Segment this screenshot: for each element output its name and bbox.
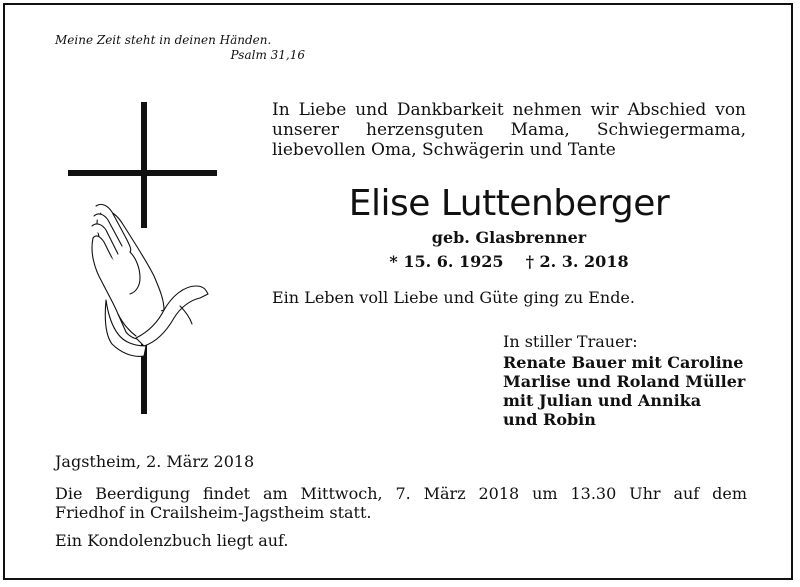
bible-quote-reference: Psalm 31,16 — [230, 48, 305, 62]
bible-quote — [55, 33, 305, 63]
birth-date: * 15. 6. 1925 — [389, 252, 504, 271]
place-and-date: Jagstheim, 2. März 2018 — [55, 452, 255, 471]
bible-quote-text: Meine Zeit steht in deinen Händen. — [55, 33, 272, 47]
memorial-quote: Ein Leben voll Liebe und Güte ging zu Ende. — [272, 288, 635, 307]
mourners-list — [503, 353, 745, 429]
condolence-note: Ein Kondolenzbuch liegt auf. — [55, 531, 289, 550]
cross-vertical-beam — [141, 102, 147, 228]
cross-with-praying-hands-icon — [60, 100, 230, 420]
intro-text — [272, 100, 746, 160]
praying-hands-icon — [92, 204, 208, 356]
mourners-label: In stiller Trauer: — [503, 332, 638, 351]
funeral-info — [55, 484, 747, 522]
mourner-line: Renate Bauer mit Caroline — [503, 353, 744, 372]
mourner-line: und Robin — [503, 410, 596, 429]
death-date: † 2. 3. 2018 — [525, 252, 629, 271]
maiden-name: geb. Glasbrenner — [431, 228, 587, 247]
funeral-line-2: Friedhof in Crailsheim-Jagstheim statt. — [55, 503, 372, 522]
mourner-line: Marlise und Roland Müller — [503, 372, 746, 391]
mourner-line: mit Julian und Annika — [503, 391, 702, 410]
intro-line-2: unserer herzensguten Mama, Schwiegermama, — [272, 120, 746, 140]
funeral-line-1: Die Beerdigung findet am Mittwoch, 7. März 2018 um 13.30 Uhr auf dem — [55, 484, 747, 503]
intro-line-1: In Liebe und Dankbarkeit nehmen wir Abschied von — [272, 100, 746, 120]
intro-line-3: liebevollen Oma, Schwägerin und Tante — [272, 140, 616, 160]
life-dates — [272, 252, 746, 272]
cross-horizontal-beam — [68, 170, 217, 176]
deceased-name: Elise Luttenberger — [348, 183, 670, 224]
